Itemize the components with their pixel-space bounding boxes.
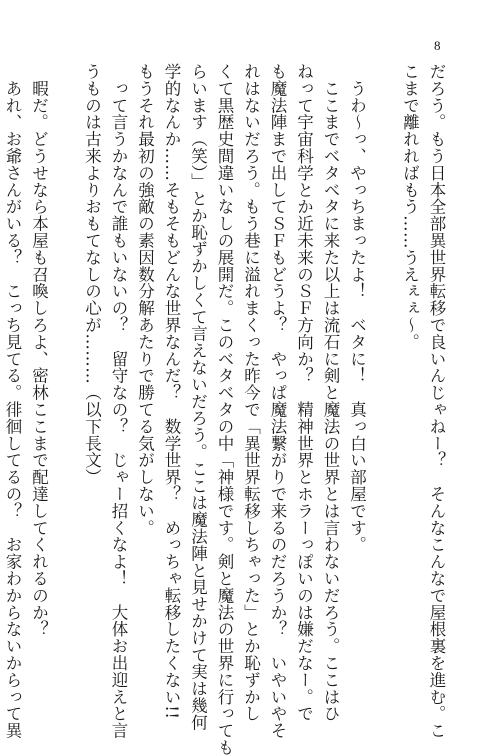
text-column: って言うかなんで誰もいないの？ 留守なの？ じゃー招くなよ！ 大体お出迎えと言 (109, 63, 128, 739)
text-column: あれ、お爺さんがいる？ こっち見てる。徘徊してるの？ お家わからないからって異 (3, 63, 22, 739)
text-column: うものは古来よりおもてなしの心が………（以下長文） (82, 63, 102, 486)
text-column: 学的なんか……そもそもどんな世界なんだ？ 数学世界？ めっちゃ転移したくない!! (162, 63, 181, 720)
page-number: 8 (434, 38, 441, 53)
text-column: も魔法陣まで出してＳＦもどうよ？ やっぱ魔法繋がりで来るのだろうか？ いやいやそ (268, 63, 287, 739)
text-column: うわ〜っ、やっちまったよ！ ベタに！ 真っ白い部屋です。 (347, 63, 367, 554)
text-column: らいます（笑）」とか恥ずかしくて言えないだろう。ここは魔法陣と見せかけて実は幾何 (188, 63, 208, 731)
text-column: くて黒歴史間違いなしの展開だ。このベタベタの中「神様です。剣と魔法の世界に行っても (215, 63, 234, 756)
text-column: だろう。もう日本全部異世界転移で良いんじゃねー？ そんなこんなで屋根裏を進む。こ (427, 63, 446, 739)
text-column: ここまでベタベタに来た以上は流石に剣と魔法の世界とは言わないだろう。ここはひ (321, 63, 340, 723)
text-column: ねって宇宙科学とか近未来のＳＦ方向か？ 精神世界とホラーっぽいのは嫌だなー。で (294, 63, 314, 723)
text-column: れはないだろう。もう巷に溢れまくった昨今で「異世界転移しちゃった」とか恥ずかし (241, 63, 261, 723)
novel-body-text (0, 63, 449, 756)
text-column (370, 63, 397, 671)
text-column (52, 63, 79, 671)
text-column: 暇だ。どうせなら本屋も召喚しろよ、密林ここまで配達してくれるのか？ (29, 63, 49, 638)
text-column: もうそれ最初の強敵の素因数分解あたりで勝てる気がしない。 (135, 63, 155, 537)
text-column: こまで離れればもう……うえぇぇ〜。 (400, 63, 420, 351)
